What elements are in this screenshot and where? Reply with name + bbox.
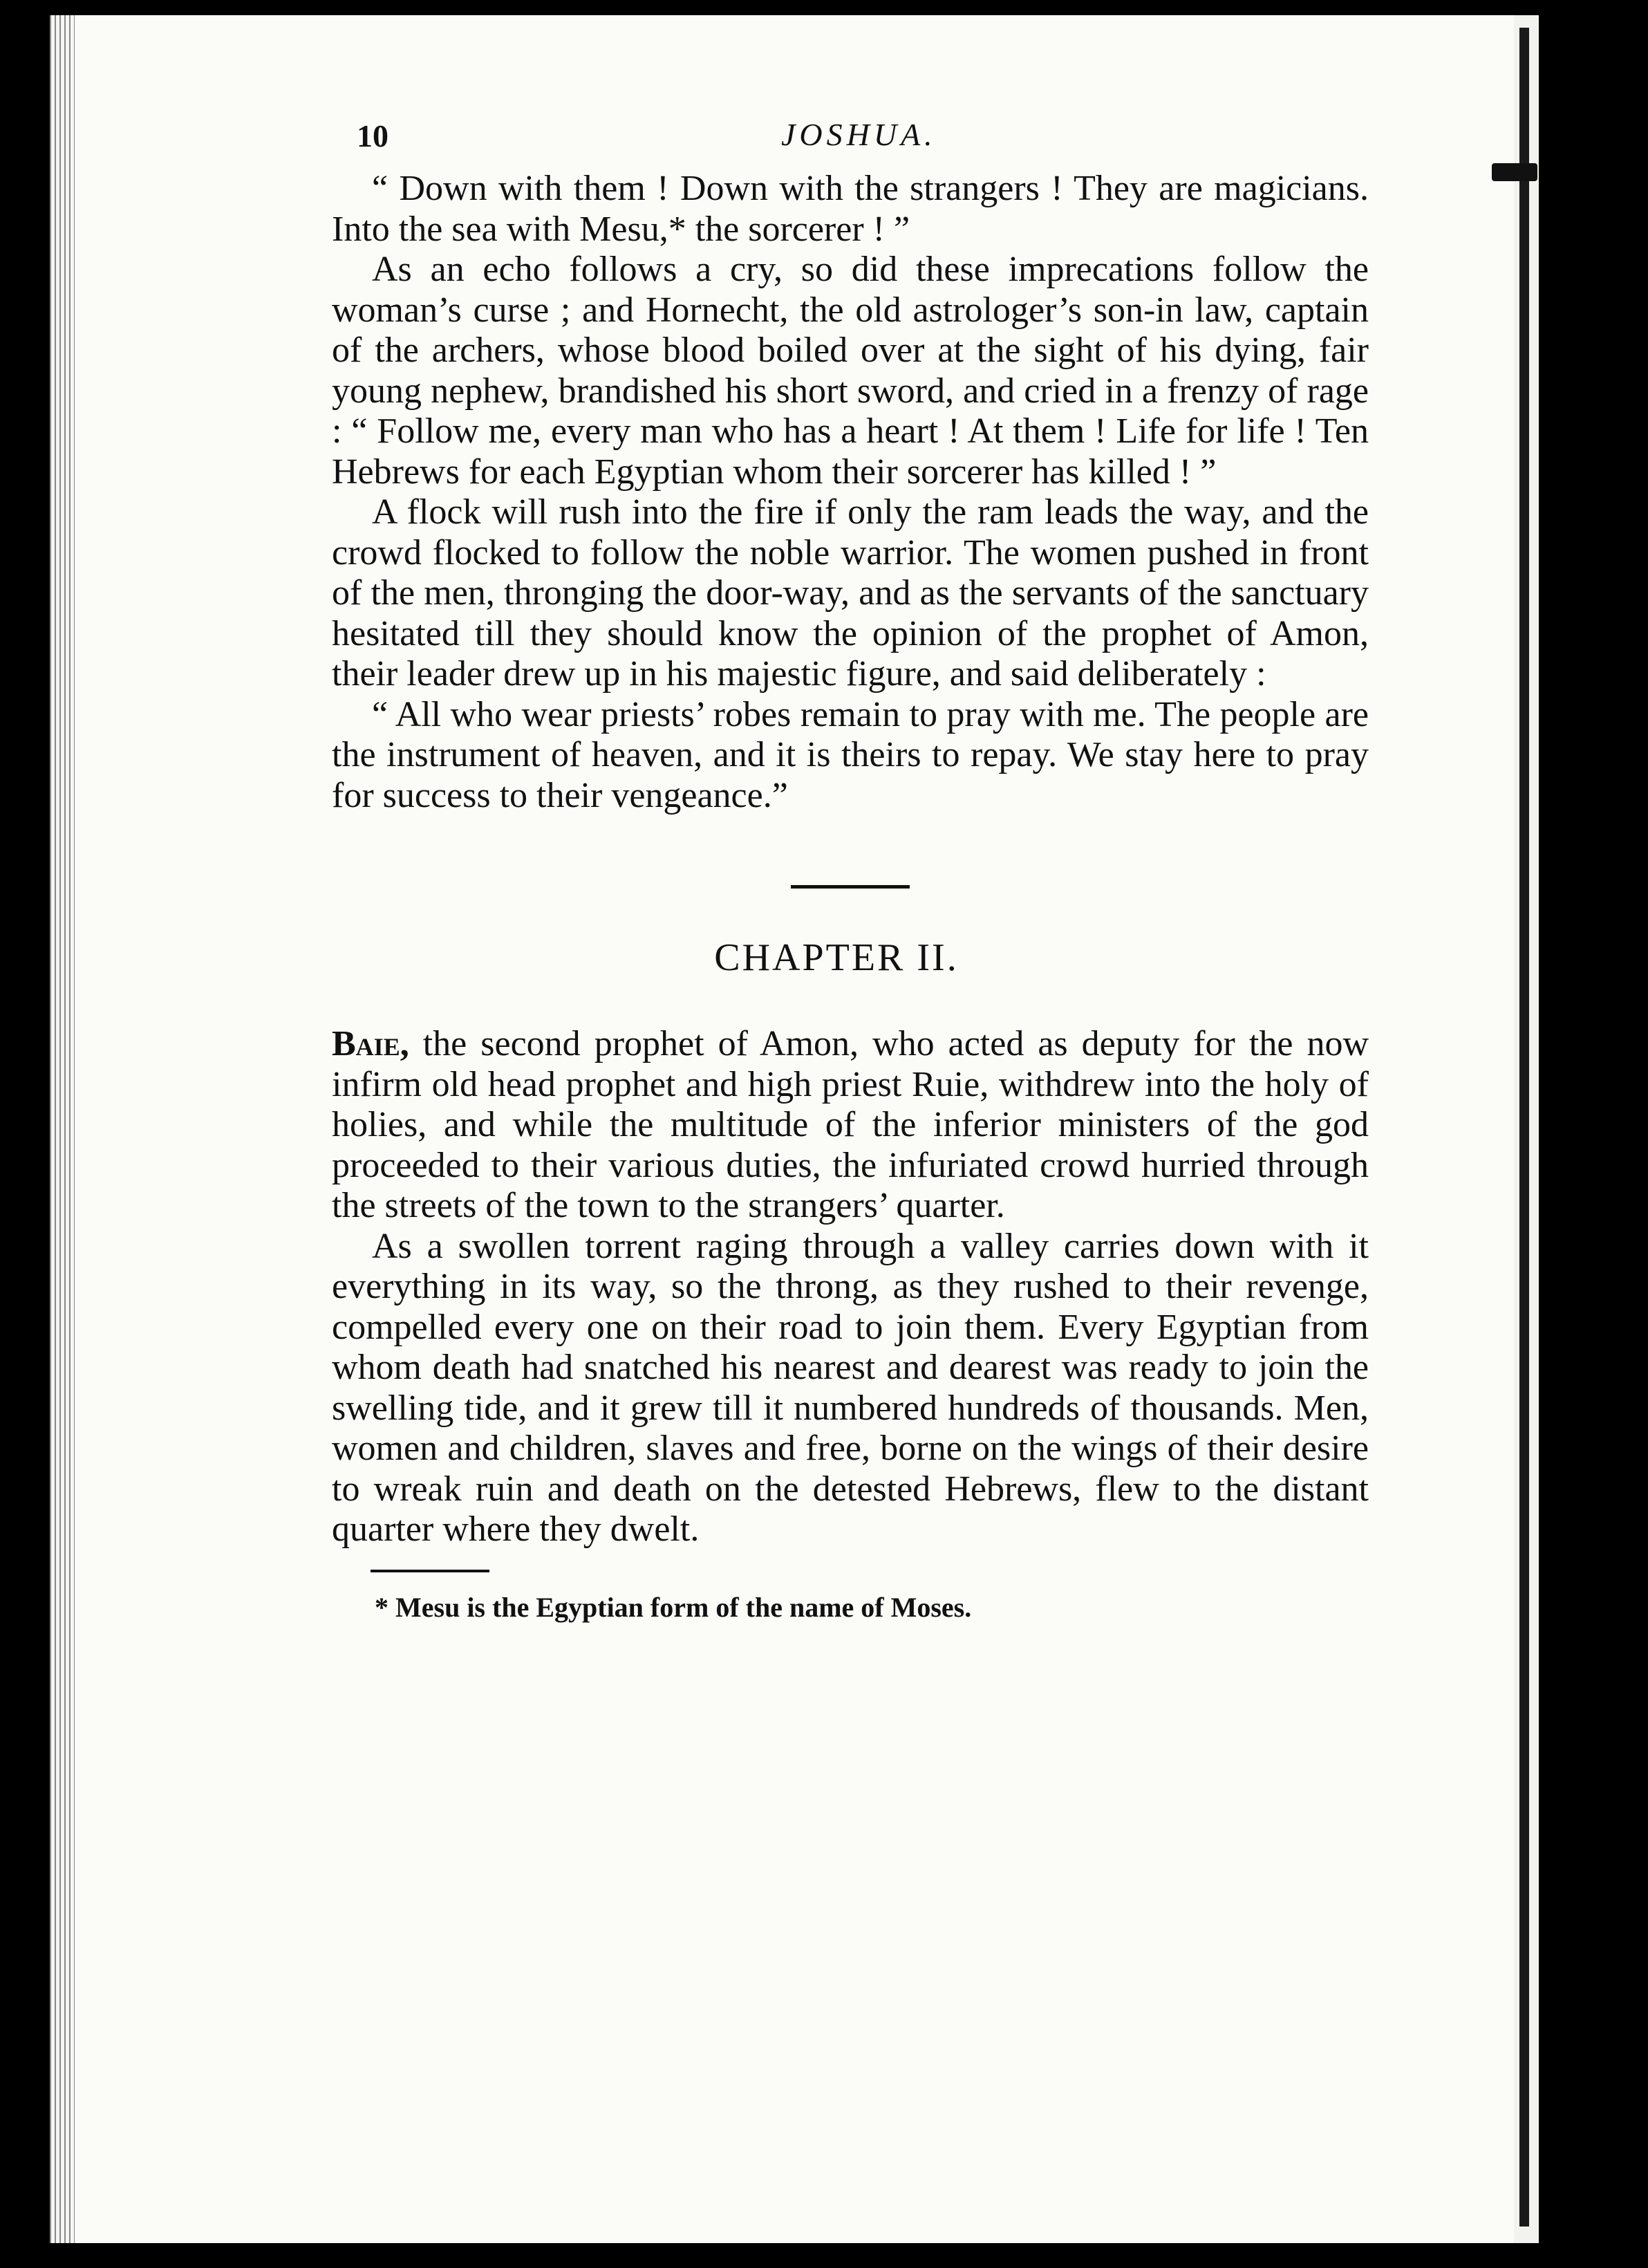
opening-paragraph-text: the second prophet of Amon, who acted as deputy for the now infirm old head prophet and high priest Ruie, withdrew into the holy of holies, and while the multitude of the inferior ministers of the god proceeded to their various duties, the infuriated crowd hurried through the streets of the town to the strangers’ quarter. — [332, 1024, 1369, 1225]
opening-word: Baie, — [332, 1024, 409, 1063]
paragraph-torrent: As a swollen torrent raging through a valley carries down with it everything in its way, so the throng, as they rushed to their revenge, compelled every one on their road to join them. Every Egyptian from whom death had snatched his nearest and dearest was ready to join the swelling tide, and it grew till it numbered hundreds of thousands. Men, women and children, slaves and free, borne on the wings of their desire to wreak ruin and death on the detested Hebrews, flew to the distant quarter where they dwelt. — [332, 1226, 1369, 1549]
page-number: 10 — [357, 118, 388, 154]
text-block — [332, 104, 1369, 1625]
running-head — [332, 104, 1369, 152]
chapter-heading: CHAPTER II. — [714, 936, 959, 979]
paragraph-flock: A flock will rush into the fire if only the ram leads the way, and the crowd flocked to follow the noble warrior. The women pushed in front of the men, thronging the door-way, and as the servants of the sanctuary hesitated till they should know the opinion of the prophet of Amon, their leader drew up in his majestic figure, and said deliberately : — [332, 492, 1369, 694]
paragraph-hornecht: As an echo follows a cry, so did these imprecations follow the woman’s curse ; and Hornecht, the old astrologer’s son-in law, captain of the archers, whose blood boiled over at the sight of his dying, fair young nephew, brandished his short sword, and cried in a frenzy of rage : “ Follow me, every man who has a heart ! At them ! Life for life ! Ten Hebrews for each Egyptian whom their sorcerer has killed ! ” — [332, 250, 1369, 492]
paragraph-shout: “ Down with them ! Down with the strangers ! They are magicians. Into the sea with Mesu,* the sorcerer ! ” — [332, 169, 1369, 249]
running-title: JOSHUA. — [781, 117, 937, 152]
paragraph-baie — [332, 1024, 1369, 1227]
binding-edge-lines — [50, 15, 75, 2243]
paragraph-priests: “ All who wear priests’ robes remain to pray with me. The people are the instrument of heaven, and it is theirs to repay. We stay here to pray for success to their vengeance.” — [332, 694, 1369, 815]
footnote-rule — [371, 1570, 489, 1572]
section-rule — [791, 885, 910, 889]
edge-clip-mark — [1492, 163, 1537, 181]
footnote: * Mesu is the Egyptian form of the name of Moses. — [375, 1591, 972, 1623]
right-edge-shadow-bar — [1519, 28, 1529, 2227]
